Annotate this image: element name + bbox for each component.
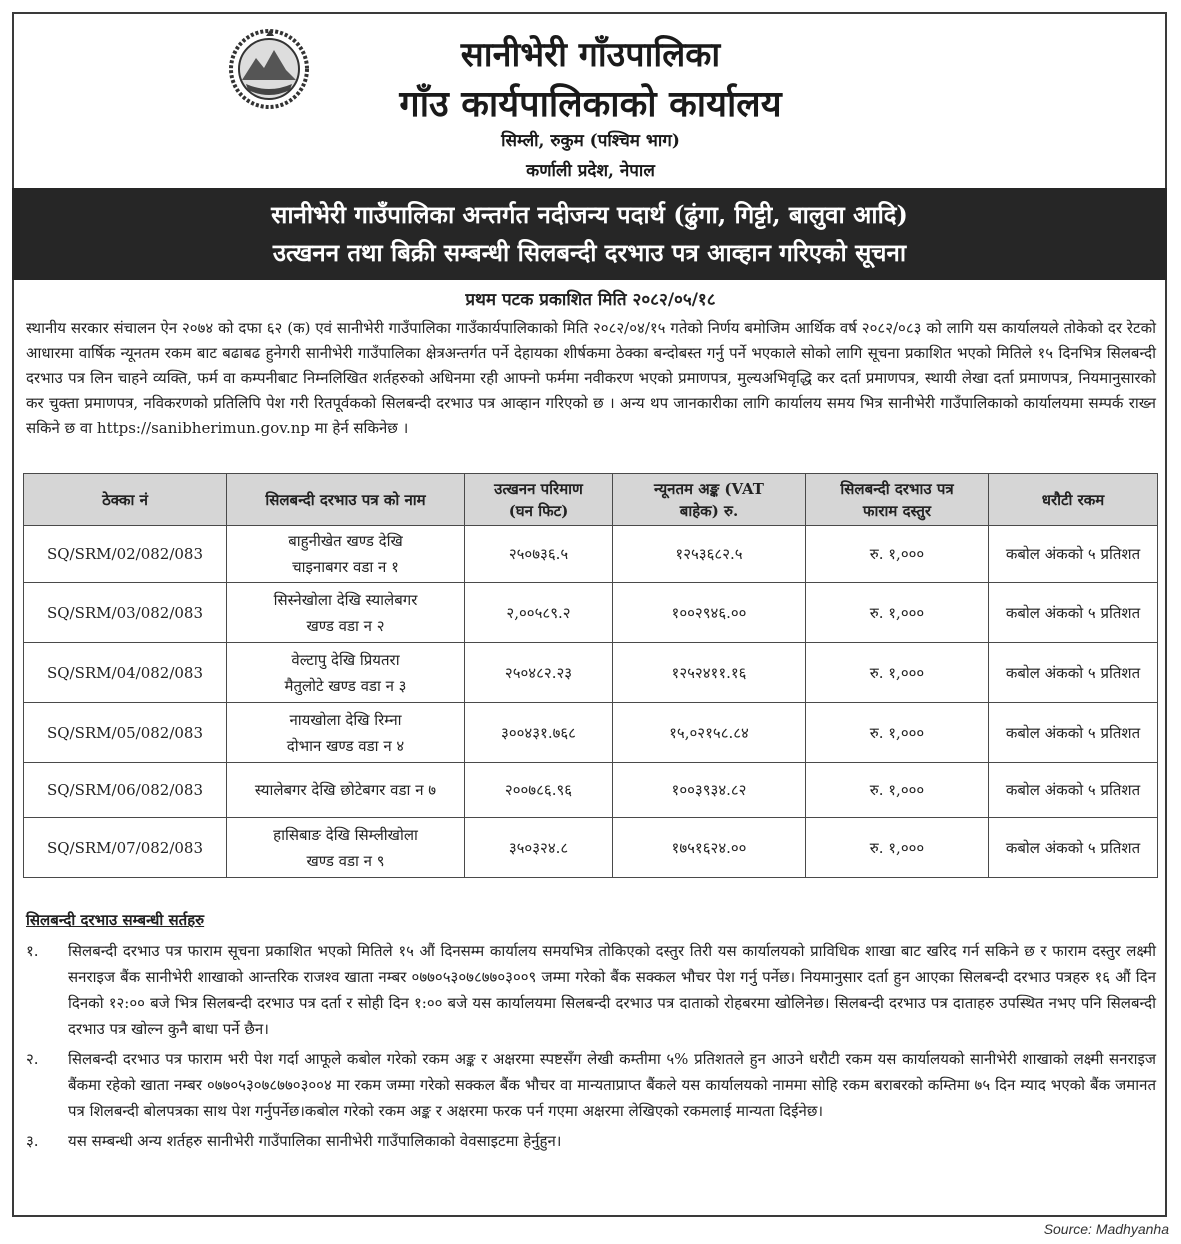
banner-line-2: उत्खनन तथा बिक्री सम्बन्धी सिलबन्दी दरभाउ पत्र आव्हान गरिएको सूचना [272,238,907,267]
cell-contract-no: SQ/SRM/07/082/083 [24,818,227,878]
cell-quantity: २५०७३६.५ [465,526,613,583]
cell-contract-no: SQ/SRM/03/082/083 [24,583,227,643]
cell-deposit: कबोल अंकको ५ प्रतिशत [989,763,1158,818]
condition-text: सिलबन्दी दरभाउ पत्र फाराम भरी पेश गर्दा आफूले कबोल गरेको रकम अङ्क र अक्षरमा स्पष्टसँग लेखी कम्तीमा ५% प्रतिशतले हुन आउने धरौटी रकम यस कार्यालयको सानीभेरी शाखाको लक्ष्मी सनराइज बैंकमा रहेको खाता नम्बर ०७७०५३०७८७७०३००४ मा रकम जम्मा गरेको सक्कल बैंक भौचर वा मान्यताप्राप्त बैंकले यस कार्यालयको नाममा सोहि रकम बराबरको कम्तिमा ७५ दिन म्याद भएको बैंक जमानत पत्र शिलबन्दी बोलपत्रका साथ पेश गर्नुपर्नेछ।कबोल गरेको रकम अङ्क र अक्षरमा फरक पर्न गएमा अक्षरमा लेखिएको रकमलाई मान्यता दिईनेछ। [68,1050,1157,1120]
cell-deposit: कबोल अंकको ५ प्रतिशत [989,818,1158,878]
notice-banner [12,188,1167,280]
cell-quantity: २५०४८२.२३ [465,643,613,703]
banner-line-1: सानीभेरी गाउँपालिका अन्तर्गत नदीजन्य पदार्थ (ढुंगा, गिट्टी, बालुवा आदि) [271,200,908,229]
condition-number: २. [26,1050,39,1068]
cell-min-amount: १२५३६८२.५ [613,526,806,583]
cell-quantity: २,००५८९.२ [465,583,613,643]
cell-name: सिस्नेखोला देखि स्यालेबगर खण्ड वडा न २ [227,583,465,643]
cell-form-fee: रु. १,००० [806,818,989,878]
table-row [24,583,1158,643]
col-min-amount: न्यूनतम अङ्क (VAT बाहेक) रु. [613,474,806,526]
contract-table [23,473,1158,878]
intro-paragraph: स्थानीय सरकार संचालन ऐन २०७४ को दफा ६२ (क) एवं सानीभेरी गाउँपालिका गाउँकार्यपालिकाको मिति २०८२/०४/१५ गतेको निर्णय बमोजिम आर्थिक वर्ष २०८२/०८३ को लागि यस कार्यालयले तोकेको दर रेटको आधारमा वार्षिक न्यूनतम रकम बाट बढाबढ हुनेगरी सानीभेरी गाउँपालिका क्षेत्रअन्तर्गत पर्ने देहायका शीर्षकमा ठेक्का बन्दोबस्त गर्नु पर्ने भएकाले सोको लागि सूचना प्रकाशित भएको मितिले १५ दिनभित्र सिलबन्दी दरभाउ पत्र लिन चाहने व्यक्ति, फर्म वा कम्पनीबाट निम्नलिखित शर्तहरुको अधिनमा रही आफ्नो फर्ममा नवीकरण भएको प्रमाणपत्र, मुल्यअभिवृद्धि कर दर्ता प्रमाणपत्र, स्थायी लेखा दर्ता प्रमाणपत्र, नियमानुसारको कर चुक्ता प्रमाणपत्र, नविकरणको प्रतिलिपि पेश गरी रितपूर्वकको सिलबन्दी दरभाउ पत्र आव्हान गरिएको छ । अन्य थप जानकारीका लागि कार्यालय समय भित्र सानीभेरी गाउँपालिकाको कार्यालयमा सम्पर्क राख्न सकिने छ वा https://sanibherimun.gov.np मा हेर्न सकिनेछ । [26,319,1156,437]
publication-date: प्रथम पटक प्रकाशित मिति २०८२/०५/१८ [465,290,716,310]
col-contract-no: ठेक्का नं [24,474,227,526]
address-line-1: सिम्ली, रुकुम (पश्चिम भाग) [501,131,680,151]
condition-number: ३. [26,1132,39,1150]
office-title: गाँउ कार्यपालिकाको कार्यालय [399,83,782,125]
conditions-title: सिलबन्दी दरभाउ सम्बन्धी सर्तहरु [26,911,205,929]
cell-quantity: २००७८६.९६ [465,763,613,818]
cell-min-amount: १७५१६२४.०० [613,818,806,878]
table-row [24,643,1158,703]
col-quantity: उत्खनन परिमाण (घन फिट) [465,474,613,526]
cell-deposit: कबोल अंकको ५ प्रतिशत [989,583,1158,643]
cell-min-amount: १००२९४६.०० [613,583,806,643]
cell-min-amount: १२५२४११.१६ [613,643,806,703]
condition-number: १. [26,942,39,960]
cell-name: नायखोला देखि रिम्ना दोभान खण्ड वडा न ४ [227,703,465,763]
cell-contract-no: SQ/SRM/06/082/083 [24,763,227,818]
cell-form-fee: रु. १,००० [806,526,989,583]
cell-contract-no: SQ/SRM/05/082/083 [24,703,227,763]
office-name: सानीभेरी गाँउपालिका [460,35,721,75]
cell-name: बाहुनीखेत खण्ड देखि चाइनाबगर वडा न १ [227,526,465,583]
cell-name: स्यालेबगर देखि छोटेबगर वडा न ७ [227,763,465,818]
cell-contract-no: SQ/SRM/02/082/083 [24,526,227,583]
cell-min-amount: १००३९३४.८२ [613,763,806,818]
condition-item [26,1046,1156,1124]
condition-text: यस सम्बन्धी अन्य शर्तहरु सानीभेरी गाउँपालिका सानीभेरी गाउँपालिकाको वेवसाइटमा हेर्नुहुन। [68,1132,562,1150]
cell-min-amount: १५,०२१५८.८४ [613,703,806,763]
cell-deposit: कबोल अंकको ५ प्रतिशत [989,703,1158,763]
conditions-list [26,938,1156,1158]
col-deposit: धरौटी रकम [989,474,1158,526]
cell-contract-no: SQ/SRM/04/082/083 [24,643,227,703]
table-row [24,818,1158,878]
cell-quantity: ३००४३१.७६८ [465,703,613,763]
table-row [24,763,1158,818]
cell-quantity: ३५०३२४.८ [465,818,613,878]
table-header-row [24,474,1158,526]
source-credit: Source: Madhyanha [1043,1221,1169,1237]
table-row [24,526,1158,583]
condition-item [26,938,1156,1042]
address-line-2: कर्णाली प्रदेश, नेपाल [526,161,655,181]
cell-form-fee: रु. १,००० [806,583,989,643]
cell-form-fee: रु. १,००० [806,763,989,818]
col-form-fee: सिलबन्दी दरभाउ पत्र फाराम दस्तुर [806,474,989,526]
condition-text: सिलबन्दी दरभाउ पत्र फाराम सूचना प्रकाशित भएको मितिले १५ औं दिनसम्म कार्यालय समयभित्र तोकिएको दस्तुर तिरी यस कार्यालयको प्राविधिक शाखा बाट खरिद गर्न सकिने छ र फाराम दस्तुर लक्ष्मी सनराइज बैंक सानीभेरी शाखाको आन्तरिक राजश्व खाता नम्बर ०७७०५३०७८७७०३००९ जम्मा गरेको बैंक सक्कल भौचर पेश गर्नु पर्नेछ। नियमानुसार दर्ता हुन आएका सिलबन्दी दरभाउ पत्रहरु १६ औं दिन दिनको १२:०० बजे भित्र सिलबन्दी दरभाउ पत्र दर्ता र सोही दिन १:०० बजे यस कार्यालयमा सिलबन्दी दरभाउ पत्र दाताको रोहबरमा खोलिनेछ। सिलबन्दी दरभाउ पत्र दाताहरु उपस्थित नभए पनि सिलबन्दी दरभाउ पत्र खोल्न कुनै बाधा पर्ने छैन। [68,942,1156,1038]
cell-deposit: कबोल अंकको ५ प्रतिशत [989,526,1158,583]
cell-name: हासिबाङ देखि सिम्लीखोला खण्ड वडा न ९ [227,818,465,878]
cell-form-fee: रु. १,००० [806,643,989,703]
cell-name: वेल्टापु देखि प्रियतरा मैतुलोटे खण्ड वडा न ३ [227,643,465,703]
table-row [24,703,1158,763]
condition-item [26,1128,1156,1154]
cell-form-fee: रु. १,००० [806,703,989,763]
col-name: सिलबन्दी दरभाउ पत्र को नाम [227,474,465,526]
cell-deposit: कबोल अंकको ५ प्रतिशत [989,643,1158,703]
